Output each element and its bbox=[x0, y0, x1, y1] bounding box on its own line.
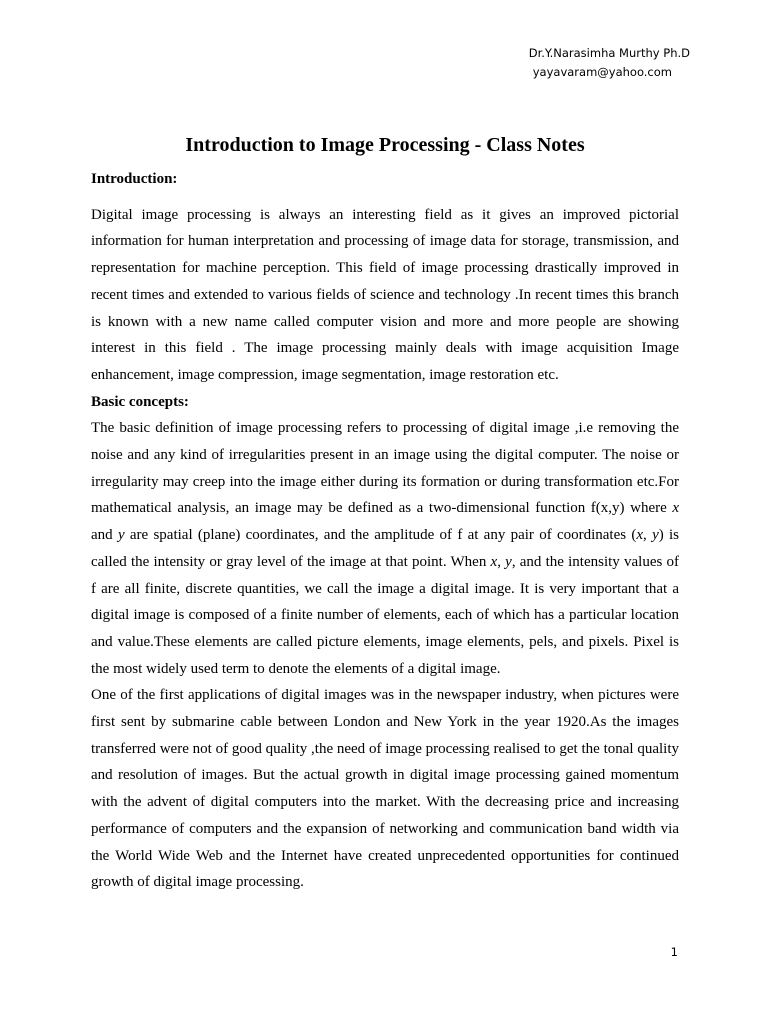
math-var-x: x bbox=[636, 527, 644, 544]
text-run: are spatial (plane) coordinates, and the amplitude of f at any pair of coordinates ( bbox=[124, 527, 637, 544]
math-var-y: y bbox=[117, 527, 125, 544]
introduction-paragraph: Digital image processing is always an interesting field as it gives an improved pictorial information for human interpretation and processing of image data for storage, transmission, and representation for machine perception. This field of image processing drastically improved in recent times and extended to various fields of science and technology .In recent times this branch is known with a new name called computer vision and more and more people are showing interest in this field . The image processing mainly deals with image acquisition Image enhancement, image compression, image segmentation, image restoration etc. bbox=[91, 206, 679, 383]
text-run: , bbox=[497, 553, 506, 570]
basic-concepts-paragraph-1 bbox=[91, 415, 679, 682]
page-number: 1 bbox=[670, 945, 678, 959]
document-title: Introduction to Image Processing - Class Notes bbox=[185, 134, 585, 156]
text-run: and bbox=[91, 527, 118, 544]
math-var-x: x bbox=[490, 553, 498, 570]
math-var-x: x bbox=[672, 500, 679, 517]
section-heading-basic-concepts: Basic concepts: bbox=[91, 393, 189, 410]
author-name: Dr.Y.Narasimha Murthy Ph.D bbox=[528, 46, 690, 60]
text-run: , and the intensity values of f are all finite, discrete quantities, we call the image a digital image. It is very important that a digital image is composed of a finite number of elements, each of which has a particular location and value.These elements are called picture elements, image elements, pels, and pixels. Pixel is the most widely used term to denote the elements of a digital image. bbox=[91, 553, 680, 677]
author-header bbox=[529, 44, 690, 82]
document-body bbox=[91, 128, 679, 896]
text-run: ) is called the intensity or gray level of the image at that point. When bbox=[91, 527, 680, 570]
basic-concepts-paragraph-2: One of the first applications of digital images was in the newspaper industry, when pictures were first sent by submarine cable between London and New York in the year 1920.As the images transferred were not of good quality ,the need of image processing realised to get the tonal quality and resolution of images. But the actual growth in digital image processing gained momentum with the advent of digital computers into the market. With the decreasing price and increasing performance of computers and the expansion of networking and communication band width via the World Wide Web and the Internet have created unprecedented opportunities for continued growth of digital image processing. bbox=[91, 687, 679, 891]
text-run: The basic definition of image processing refers to processing of digital image ,i.e removing the noise and any kind of irregularities present in an image using the digital computer. The noise or irregularity may creep into the image either during its formation or during transformation etc.For mathematical analysis, an image may be defined as a two-dimensional function f(x,y) where bbox=[91, 420, 679, 517]
math-var-y: y bbox=[505, 553, 512, 570]
author-email: yayavaram@yahoo.com bbox=[532, 65, 672, 79]
text-run: , bbox=[643, 527, 653, 544]
math-var-y: y bbox=[652, 527, 659, 544]
section-heading-introduction: Introduction: bbox=[91, 171, 178, 187]
